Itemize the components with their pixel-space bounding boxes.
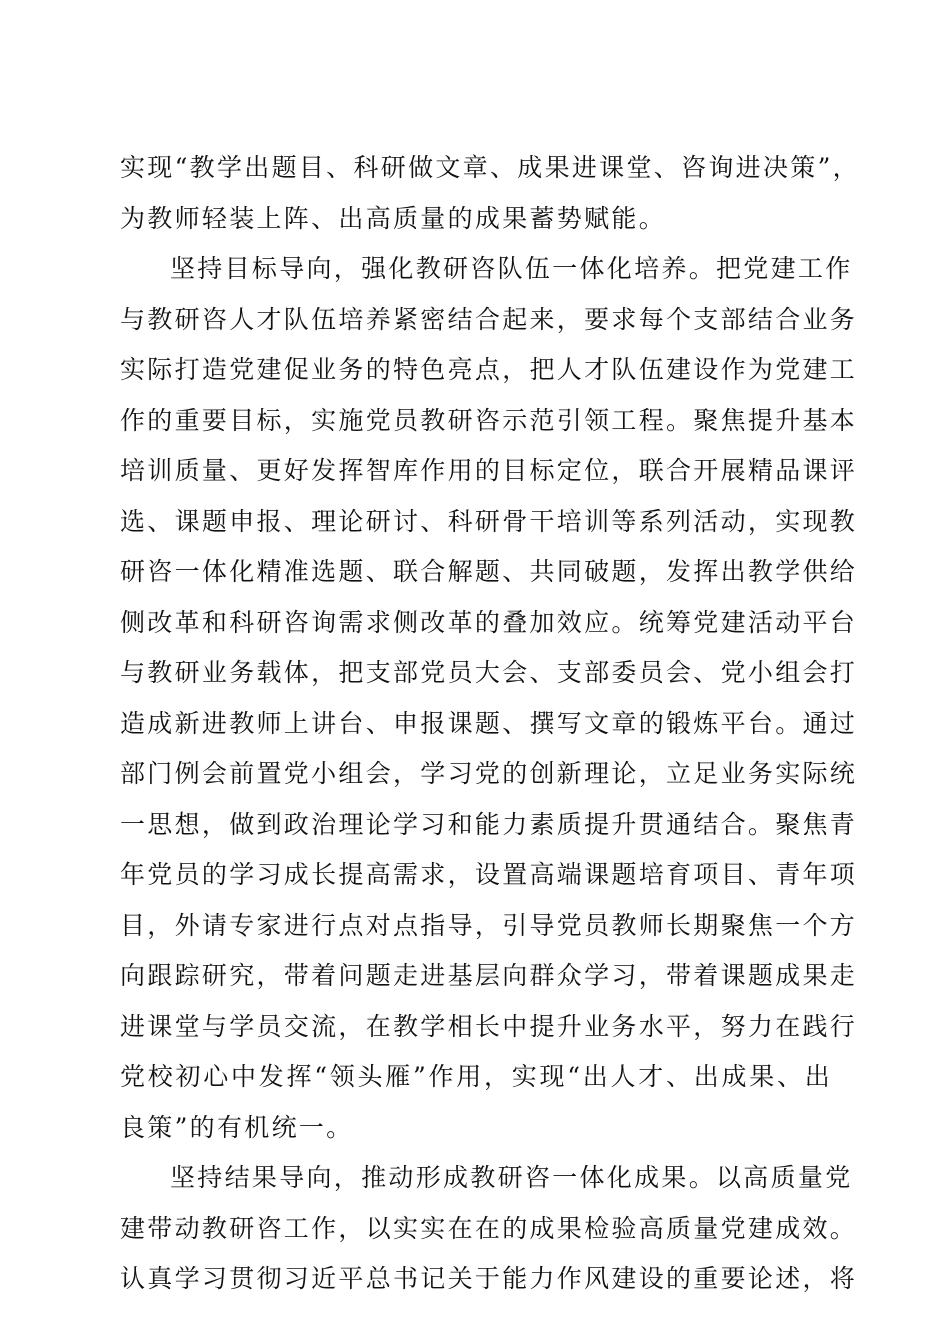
text-line: 年党员的学习成长提高需求，设置高端课题培育项目、青年项: [120, 860, 858, 889]
text-line: 侧改革和科研咨询需求侧改革的叠加效应。统筹党建活动平台: [120, 607, 858, 637]
paragraph-3: [120, 1153, 858, 1305]
text-line: 造成新进教师上讲台、申报课题、撰写文章的锻炼平台。通过: [120, 708, 858, 738]
text-line: 党校初心中发挥“领头雁”作用，实现“出人才、出成果、出: [120, 1062, 832, 1091]
text-line: 研咨一体化精准选题、联合解题、共同破题，发挥出教学供给: [120, 557, 858, 586]
text-line: 实际打造党建促业务的特色亮点，把人才队伍建设作为党建工: [120, 355, 858, 384]
text-line: 为教师轻装上阵、出高质量的成果蓄势赋能。: [120, 203, 667, 233]
text-line: 良策”的有机统一。: [120, 1112, 354, 1142]
text-line: 作的重要目标，实施党员教研咨示范引领工程。聚焦提升基本: [120, 405, 858, 435]
text-line: 向跟踪研究，带着问题走进基层向群众学习，带着课题成果走: [120, 961, 858, 990]
text-line: 部门例会前置党小组会，学习党的创新理论，立足业务实际统: [120, 759, 858, 788]
text-line: 坚持目标导向，强化教研咨队伍一体化培养。把党建工作: [170, 254, 853, 283]
text-line: 选、课题申报、理论研讨、科研骨干培训等系列活动，实现教: [120, 506, 858, 536]
text-line: 与教研业务载体，把支部党员大会、支部委员会、党小组会打: [120, 658, 858, 687]
text-line: 坚持结果导向，推动形成教研咨一体化成果。以高质量党: [170, 1163, 853, 1192]
text-line: 建带动教研咨工作，以实实在在的成果检验高质量党建成效。: [120, 1213, 858, 1243]
text-line: 进课堂与学员交流，在教学相长中提升业务水平，努力在践行: [120, 1011, 858, 1041]
text-line: 认真学习贯彻习近平总书记关于能力作风建设的重要论述，将: [120, 1264, 858, 1293]
text-line: 培训质量、更好发挥智库作用的目标定位，联合开展精品课评: [120, 456, 858, 485]
text-line: 实现“教学出题目、科研做文章、成果进课堂、咨询进决策”，: [120, 153, 860, 182]
paragraph-2: [120, 244, 858, 1153]
text-line: 目，外请专家进行点对点指导，引导党员教师长期聚焦一个方: [120, 910, 858, 940]
paragraph-1: [120, 143, 860, 244]
text-line: 一思想，做到政治理论学习和能力素质提升贯通结合。聚焦青: [120, 809, 858, 839]
text-line: 与教研咨人才队伍培养紧密结合起来，要求每个支部结合业务: [120, 304, 858, 334]
document-body: [120, 143, 860, 1305]
